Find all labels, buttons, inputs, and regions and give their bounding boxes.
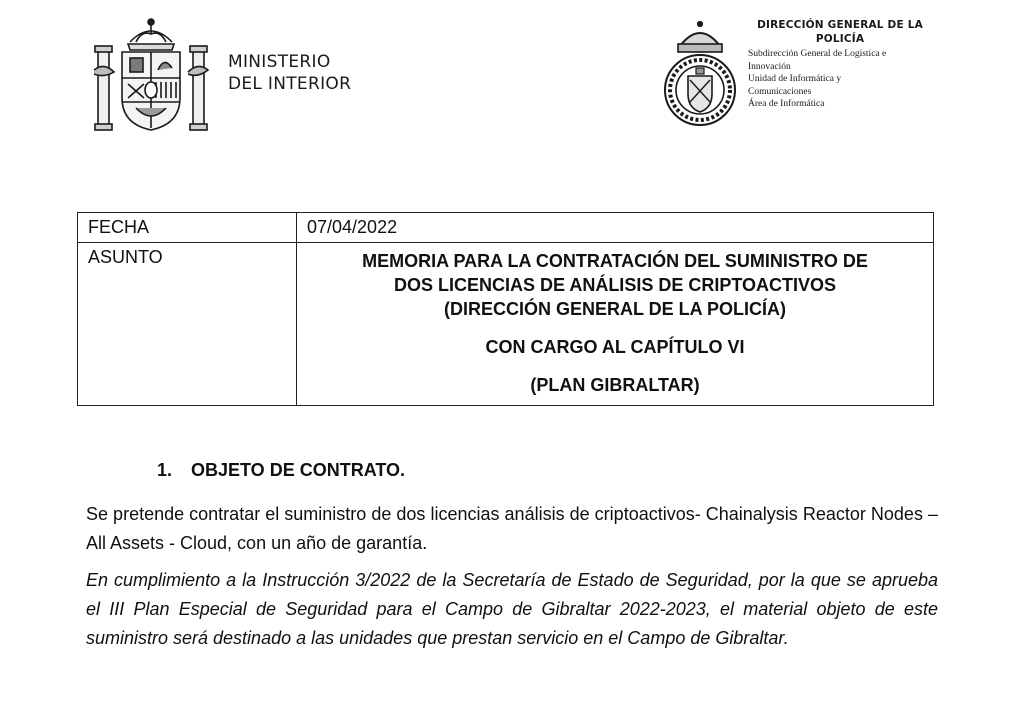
police-line-5: Área de Informática	[748, 99, 825, 109]
police-line-2: Innovación	[748, 61, 791, 72]
police-line-3: Unidad de Informática y	[748, 74, 842, 84]
date-value: 07/04/2022	[297, 213, 934, 243]
police-title: DIRECCIÓN GENERAL DE LA POLICÍA	[757, 19, 923, 45]
date-label: FECHA	[78, 213, 297, 243]
memo-info-table	[77, 212, 934, 406]
subject-label: ASUNTO	[78, 243, 297, 406]
ministry-name	[228, 51, 351, 95]
section-heading	[157, 458, 405, 482]
police-line-1: Subdirección General de Logística e	[748, 49, 887, 59]
section-title: OBJETO DE CONTRATO.	[191, 460, 406, 480]
police-header	[662, 18, 932, 130]
ministry-header	[92, 12, 351, 134]
paragraph-object: Se pretende contratar el suministro de dos licencias análisis de criptoactivos- Chainalysis Reactor Nodes – All Assets - Cloud, con un año de garantía.	[86, 504, 938, 553]
police-line-4: Comunicaciones	[748, 86, 812, 97]
subject-value	[297, 243, 934, 406]
subject-row	[78, 243, 934, 406]
subject-line-1: MEMORIA PARA LA CONTRATACIÓN DEL SUMINISTRO DE	[362, 251, 868, 271]
subject-line-4: CON CARGO AL CAPÍTULO VI	[485, 337, 745, 357]
paragraph-compliance: En cumplimiento a la Instrucción 3/2022 de la Secretaría de Estado de Seguridad, por la que se aprueba el III Plan Especial de Seguridad para el Campo de Gibraltar 2022-2023, el material objeto de este suministro será destinado a las unidades que prestan servicio en el Campo de Gibraltar.	[86, 570, 938, 648]
ministry-name-line-1: MINISTERIO	[228, 52, 331, 72]
ministry-name-line-2: DEL INTERIOR	[228, 74, 352, 94]
subject-line-2: DOS LICENCIAS DE ANÁLISIS DE CRIPTOACTIVOS	[393, 275, 837, 295]
police-department-info	[748, 18, 932, 111]
subject-line-3: (DIRECCIÓN GENERAL DE LA POLICÍA)	[443, 299, 786, 319]
section-number: 1.	[157, 460, 173, 480]
coat-of-arms-icon	[92, 12, 210, 134]
police-seal-icon	[662, 18, 738, 130]
date-row	[78, 213, 934, 243]
subject-line-5: (PLAN GIBRALTAR)	[530, 375, 700, 395]
